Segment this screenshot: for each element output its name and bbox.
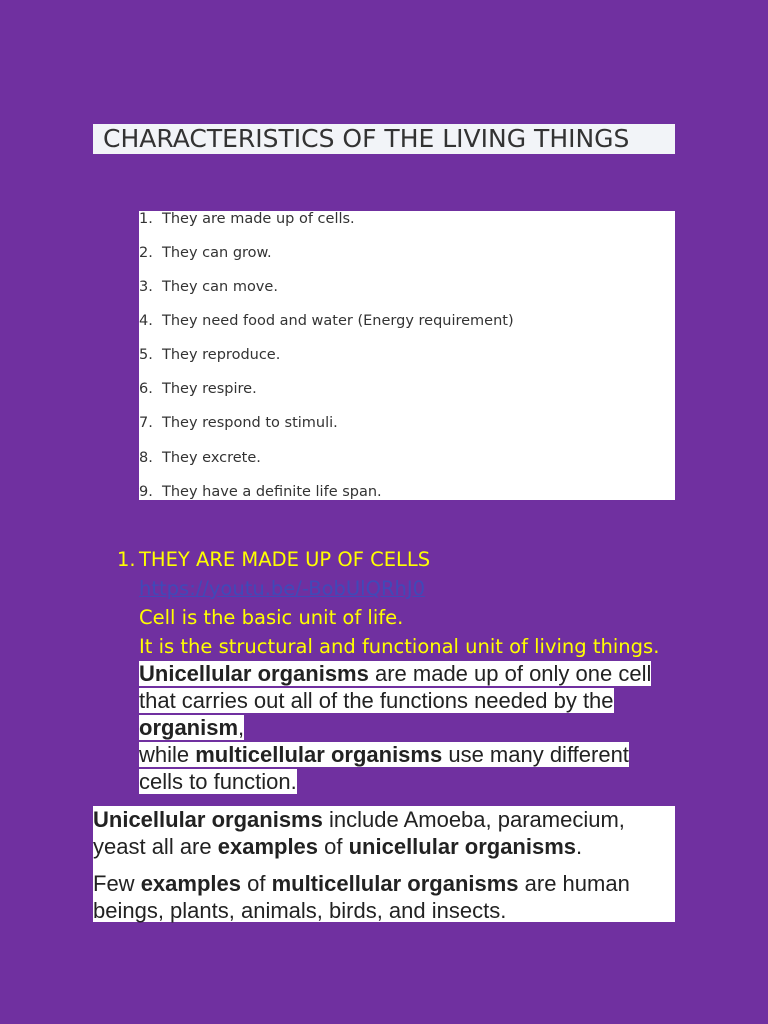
text-run: . [576, 834, 583, 859]
list-number: 2. [139, 245, 153, 261]
list-number: 5. [139, 347, 153, 363]
text-run: include Amoeba, paramecium, yeast all are [93, 807, 625, 859]
page-title: CHARACTERISTICS OF THE LIVING THINGS [93, 124, 675, 154]
list-text: They need food and water (Energy requirement) [162, 313, 514, 329]
cells-section [117, 545, 677, 661]
list-item [139, 245, 272, 261]
list-text: They can grow. [162, 245, 272, 261]
text-run: are human beings, plants, animals, birds, and insects. [93, 871, 630, 923]
list-number: 4. [139, 313, 153, 329]
list-item [139, 347, 280, 363]
section-number: 1. [117, 548, 136, 571]
video-link[interactable]: https://youtu.be/-BobUlQRhJ0 [139, 577, 426, 600]
list-number: 7. [139, 415, 153, 431]
list-number: 8. [139, 450, 153, 466]
para-while: while [139, 742, 196, 767]
bold-term: Unicellular organisms [93, 807, 323, 832]
multicellular-term: multicellular organisms [195, 742, 443, 767]
section-heading-text: THEY ARE MADE UP OF CELLS [139, 548, 431, 571]
bold-term: unicellular organisms [348, 834, 577, 859]
examples-box [93, 806, 675, 922]
text-run: of [240, 871, 272, 896]
list-text: They have a definite life span. [162, 484, 382, 500]
list-text: They respond to stimuli. [162, 415, 338, 431]
cell-structure-line: It is the structural and functional unit of living things. [139, 635, 660, 658]
bold-term: examples [140, 871, 241, 896]
text-run: Few [93, 871, 141, 896]
list-number: 9. [139, 484, 153, 500]
list-item [139, 313, 514, 329]
list-item [139, 381, 257, 397]
characteristics-list [139, 211, 675, 500]
cell-definition-line: Cell is the basic unit of life. [139, 606, 404, 629]
list-text: They are made up of cells. [162, 211, 355, 227]
list-text: They excrete. [162, 450, 261, 466]
list-text: They respire. [162, 381, 257, 397]
bold-term: examples [217, 834, 319, 859]
text-run: of [318, 834, 349, 859]
unicellular-examples [93, 806, 675, 860]
para-comma: , [238, 715, 245, 740]
para-text: are made up of only one cell that carries out all of the functions needed by the [139, 661, 652, 713]
multicellular-examples [93, 870, 675, 924]
list-number: 1. [139, 211, 153, 227]
list-number: 3. [139, 279, 153, 295]
list-text: They reproduce. [162, 347, 281, 363]
list-text: They can move. [162, 279, 278, 295]
list-item [139, 450, 261, 466]
section-heading [117, 545, 677, 574]
list-item [139, 484, 382, 500]
para-text-end: use many different cells to function. [139, 742, 629, 794]
unicellular-term: Unicellular organisms [139, 661, 369, 686]
organism-term: organism [139, 715, 239, 740]
list-item [139, 415, 338, 431]
list-number: 6. [139, 381, 153, 397]
bold-term: multicellular organisms [271, 871, 519, 896]
list-item [139, 211, 355, 227]
organisms-paragraph [139, 660, 679, 795]
list-item [139, 279, 278, 295]
